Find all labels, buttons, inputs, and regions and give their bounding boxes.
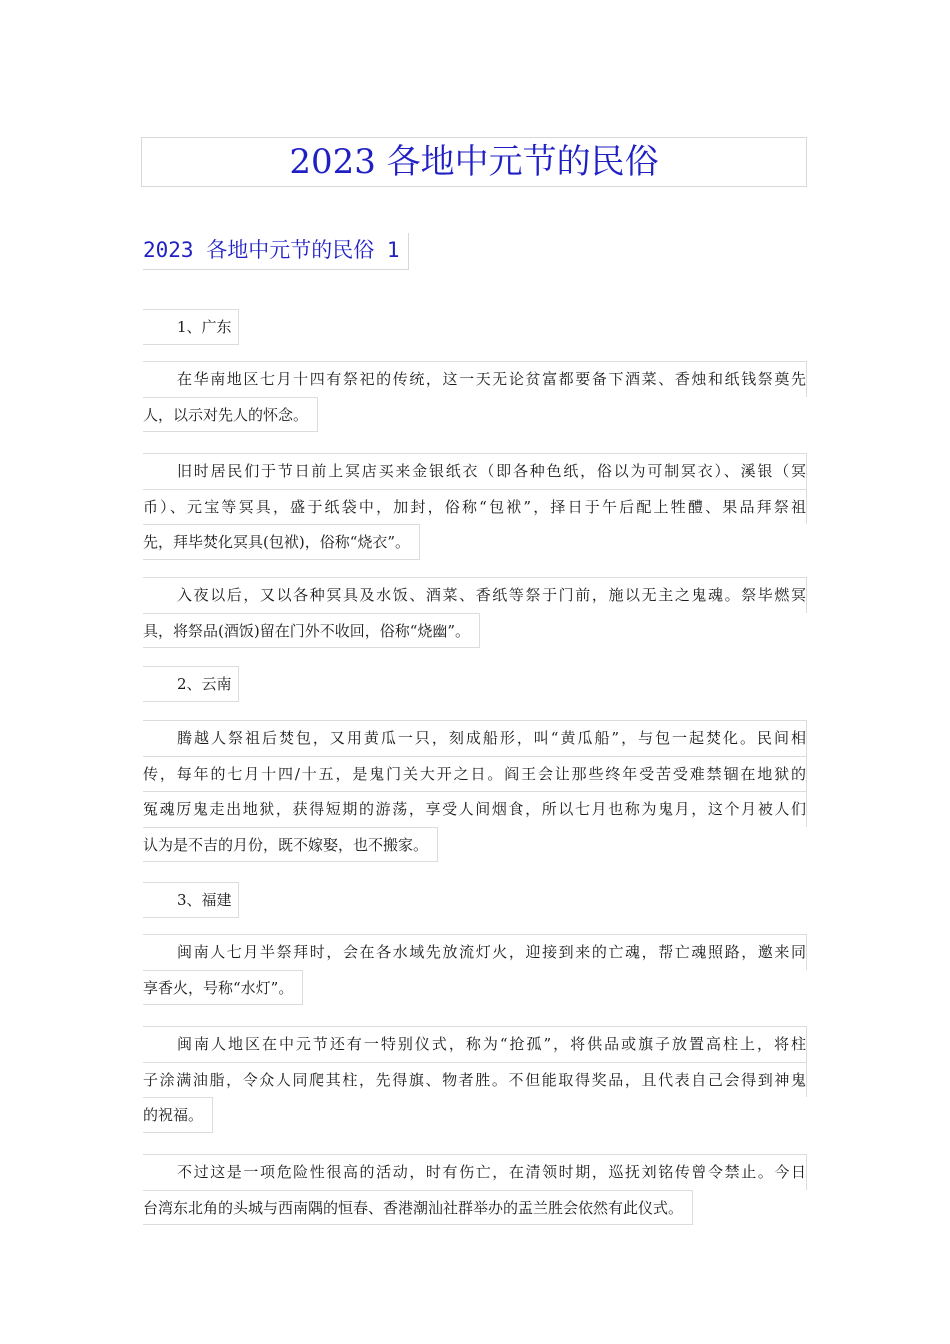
subheading-text: 3、福建	[143, 882, 239, 918]
paragraph-line: 闽南人地区在中元节还有一特别仪式，称为“抢孤”，将供品或旗子放置高柱上，将柱	[143, 1026, 807, 1062]
paragraph-line: 享香火，号称“水灯”。	[143, 970, 303, 1006]
paragraph-line: 入夜以后，又以各种冥具及水饭、酒菜、香纸等祭于门前，施以无主之鬼魂。祭毕燃冥	[143, 577, 807, 613]
paragraph	[143, 453, 807, 560]
subheading	[143, 309, 807, 345]
paragraph-line: 先，拜毕焚化冥具(包袱)，俗称“烧衣”。	[143, 524, 420, 560]
paragraph-line: 旧时居民们于节日前上冥店买来金银纸衣（即各种色纸，俗以为可制冥衣）、溪银（冥	[143, 453, 807, 489]
paragraph-line: 在华南地区七月十四有祭祀的传统，这一天无论贫富都要备下酒菜、香烛和纸钱祭奠先	[143, 361, 807, 397]
subheading-text: 2、云南	[143, 666, 239, 702]
paragraph	[143, 577, 807, 648]
paragraph-line: 台湾东北角的头城与西南隅的恒春、香港潮汕社群举办的盂兰胜会依然有此仪式。	[143, 1190, 693, 1226]
paragraph-line: 传，每年的七月十四/十五，是鬼门关大开之日。阎王会让那些终年受苦受难禁锢在地狱的	[143, 756, 807, 792]
document-title: 2023 各地中元节的民俗	[141, 137, 807, 187]
paragraph	[143, 720, 807, 862]
subheading-text: 1、广东	[143, 309, 239, 345]
paragraph-line: 具，将祭品(酒饭)留在门外不收回，俗称“烧幽”。	[143, 613, 480, 649]
paragraph-line: 腾越人祭祖后焚包，又用黄瓜一只，刻成船形，叫“黄瓜船”，与包一起焚化。民间相	[143, 720, 807, 756]
paragraph-line: 认为是不吉的月份，既不嫁娶，也不搬家。	[143, 827, 438, 863]
paragraph-line: 闽南人七月半祭拜时，会在各水域先放流灯火，迎接到来的亡魂，帮亡魂照路，邀来同	[143, 934, 807, 970]
paragraph-line: 人，以示对先人的怀念。	[143, 397, 318, 433]
paragraph-line: 冤魂厉鬼走出地狱，获得短期的游荡，享受人间烟食，所以七月也称为鬼月，这个月被人们	[143, 791, 807, 827]
paragraph-line: 的祝福。	[143, 1097, 213, 1133]
paragraph-line: 币）、元宝等冥具，盛于纸袋中，加封，俗称“包袱”，择日于午后配上牲醴、果品拜祭祖	[143, 489, 807, 525]
paragraph	[143, 934, 807, 1005]
paragraph	[143, 1026, 807, 1133]
paragraph	[143, 361, 807, 432]
paragraph-line: 子涂满油脂，令众人同爬其柱，先得旗、物者胜。不但能取得奖品，且代表自己会得到神鬼	[143, 1062, 807, 1098]
subheading	[143, 666, 807, 702]
subheading	[143, 882, 807, 918]
paragraph-line: 不过这是一项危险性很高的活动，时有伤亡，在清领时期，巡抚刘铭传曾令禁止。今日	[143, 1154, 807, 1190]
section-heading: 2023 各地中元节的民俗 1	[143, 233, 409, 270]
paragraph	[143, 1154, 807, 1225]
